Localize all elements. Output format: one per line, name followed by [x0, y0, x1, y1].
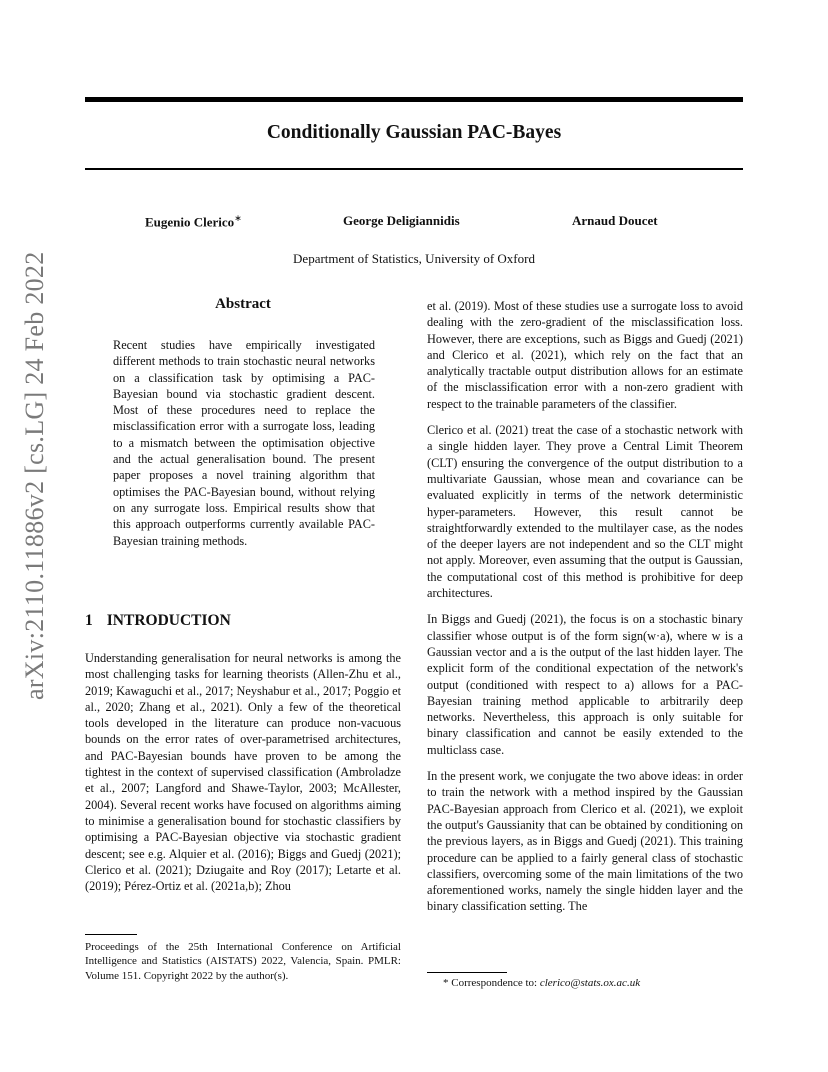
title-rule — [85, 168, 743, 170]
author-1: Eugenio Clerico∗ — [145, 213, 242, 230]
author-3: Arnaud Doucet — [572, 213, 658, 228]
footnote-rule — [427, 972, 507, 973]
proceedings-footnote: Proceedings of the 25th International Conference on Artificial Intelligence and Statistics (AISTATS) 2022, Valencia, Spain. PMLR: Volume 151. Copyright 2022 by the author(s). — [85, 941, 401, 982]
section-heading-introduction — [85, 612, 231, 630]
correspondence-footnote — [443, 977, 640, 989]
paragraph: et al. (2019). Most of these studies use a surrogate loss to avoid dealing with the zero-gradient of the misclassification loss. However, there are exceptions, such as Biggs and Guedj (2021) and Clerico et al. (2021), which rely on the fact that an analytically tractable output distribution allows for an estimate of the misclassification error with a non-zero gradient with respect to the trainable parameters of the classifier. — [427, 299, 743, 411]
paragraph: In the present work, we conjugate the two above ideas: in order to train the network with a method inspired by the Gaussian PAC-Bayesian approach from Clerico et al. (2021), we exploit the output's Gaussianity that can be obtained by conditioning on the previous layers, as in Biggs and Guedj (2021). This training procedure can be applied to a fairly general class of stochastic classifiers, overcoming some of the main limitations of the two aforementioned works, namely the single hidden layer and the binary classification setting. The — [427, 769, 743, 914]
top-rule — [85, 97, 743, 102]
affiliation: Department of Statistics, University of Oxford — [293, 251, 535, 266]
arxiv-stamp: arXiv:2110.11886v2 [cs.LG] 24 Feb 2022 — [20, 251, 49, 700]
paragraph: Clerico et al. (2021) treat the case of a stochastic network with a single hidden layer. They prove a Central Limit Theorem (CLT) ensuring the convergence of the output distribution to a multivariate Gaussian, whose mean and covariance can be evaluated explicitly in terms of the network deterministic hyper-parameters. However, this result cannot be straightforwardly extended to the multilayer case, as the nodes of the deeper layers are not independent and so the CLT might not apply. Moreover, even assuming that the output is Gaussian, the computational cost of this method is prohibitive for deep architectures. — [427, 423, 743, 601]
abstract-text: Recent studies have empirically investigated different methods to train stochastic neural networks on a classification task by optimising a PAC-Bayesian bound via stochastic gradient descent. Most of these procedures need to replace the misclassification error with a surrogate loss, leading to a mismatch between the optimisation objective and the actual generalisation bound. The present paper proposes a novel training algorithm that optimises the PAC-Bayesian bound, without relying on any surrogate loss. Empirical results show that this approach outperforms currently available PAC-Bayesian training methods. — [113, 338, 375, 548]
right-column — [427, 298, 743, 925]
paragraph: In Biggs and Guedj (2021), the focus is on a stochastic binary classifier whose output is of the form sign(w·a), where w is a Gaussian vector and a is the output of the last hidden layer. The explicit form of the conditional expectation of the network's output (conditioned with respect to a) allows for a PAC-Bayesian training method applicable to arbitrarily deep networks. Nevertheless, this approach is only suitable for binary classification and cannot be easily extended to the multiclass case. — [427, 612, 743, 757]
section-title: INTRODUCTION — [106, 612, 231, 629]
footnote-rule — [85, 934, 137, 935]
section-number: 1 — [85, 612, 93, 629]
author-2: George Deligiannidis — [343, 213, 460, 228]
paper-title: Conditionally Gaussian PAC-Bayes — [266, 122, 562, 143]
abstract-heading: Abstract — [215, 296, 271, 312]
correspondence-email[interactable]: clerico@stats.ox.ac.uk — [539, 977, 641, 989]
introduction-text: Understanding generalisation for neural networks is among the most challenging tasks for learning theorists (Allen-Zhu et al., 2019; Kawaguchi et al., 2017; Neyshabur et al., 2017; Poggio et al., 2020; Zhang et al., 2021). Only a few of the theoretical tools developed in the literature can produce non-vacuous bounds on the error rates of over-parametrised architectures, and PAC-Bayesian bounds have proven to be among the tightest in the context of supervised classification (Ambroladze et al., 2007; Langford and Shawe-Taylor, 2003; McAllester, 2004). Several recent works have focused on algorithms aiming to minimise a generalisation bound for stochastic classifiers by optimising a PAC-Bayesian objective via stochastic gradient descent; see e.g. Alquier et al. (2016); Biggs and Guedj (2021); Clerico et al. (2021); Dziugaite and Roy (2017); Letarte et al. (2019); Pérez-Ortiz et al. (2021a,b); Zhou — [85, 651, 401, 894]
correspondence-label: * Correspondence to: — [443, 977, 538, 989]
